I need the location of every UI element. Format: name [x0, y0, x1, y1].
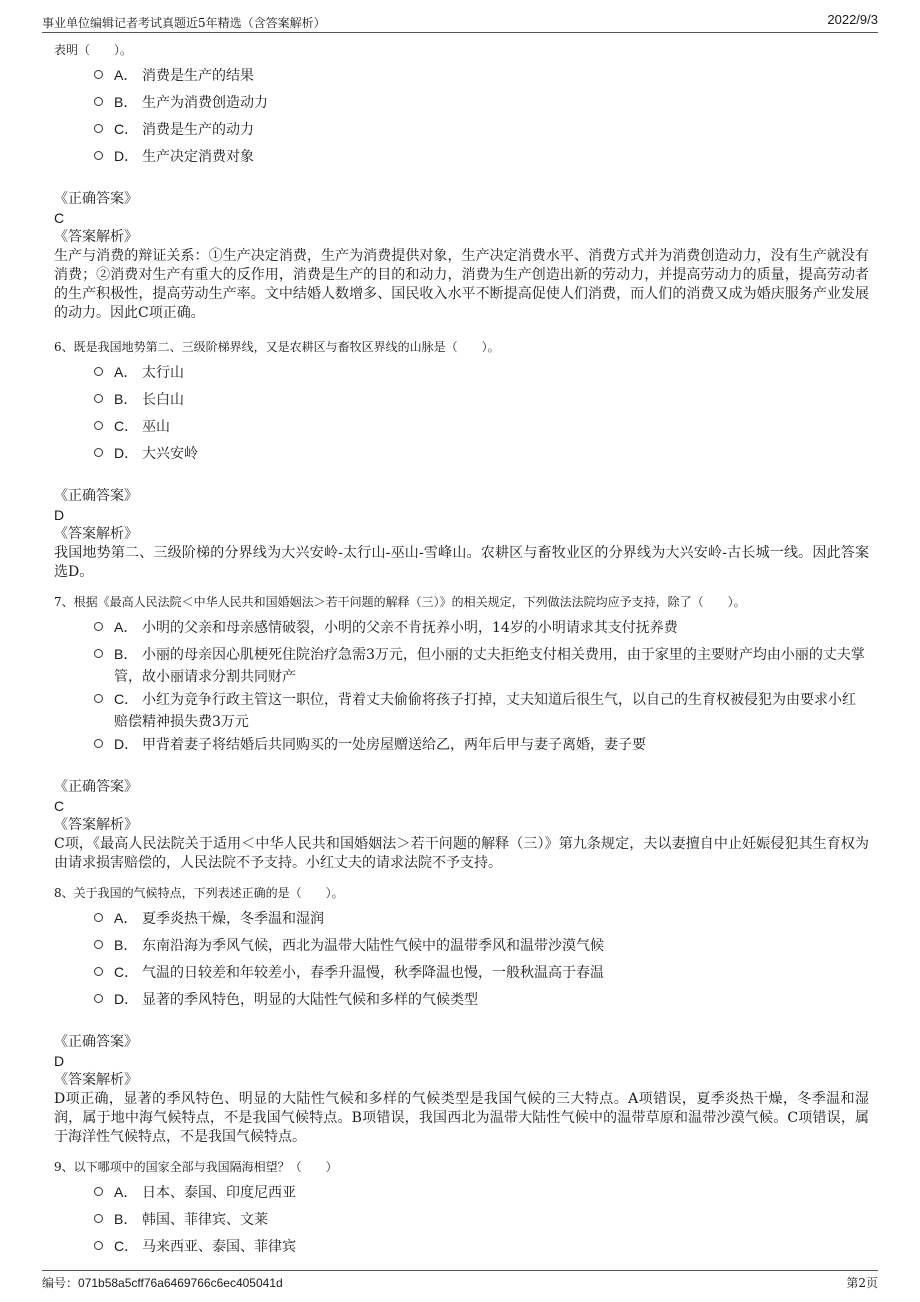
option-c[interactable]	[54, 415, 869, 442]
option-letter: B．	[114, 391, 138, 407]
analysis-text: 生产与消费的辩证关系：①生产决定消费，生产为消费提供对象，生产决定消费水平、消费方式并为消费创造动力，没有生产就没有消费；②消费对生产有重大的反作用，消费是生产的目的和动力，消费为生产创造出新的劳动力，并提高劳动力的质量，提高劳动者的生产积极性，提高劳动生产率。文中结婚人数增多、国民收入水平不断提高促使人们消费，而人们的消费又成为婚庆服务产业发展的动力。因此C项正确。	[54, 248, 869, 321]
radio-icon[interactable]	[94, 97, 103, 106]
option-b[interactable]	[54, 388, 869, 415]
radio-icon[interactable]	[94, 1241, 103, 1250]
question-list	[54, 40, 869, 1262]
question-5-continued	[54, 40, 869, 323]
radio-icon[interactable]	[94, 1214, 103, 1223]
option-text: 气温的日较差和年较差小，春季升温慢，秋季降温也慢，一般秋温高于春温	[142, 965, 604, 981]
option-a[interactable]	[54, 361, 869, 388]
option-c[interactable]	[54, 1235, 869, 1262]
question-7	[54, 592, 869, 873]
question-stem: 9、以下哪项中的国家全部与我国隔海相望？（ ）	[54, 1160, 338, 1174]
option-letter: C．	[114, 1238, 139, 1254]
option-text: 生产为消费创造动力	[142, 95, 268, 111]
option-list	[54, 361, 869, 469]
page-footer	[42, 1270, 878, 1295]
correct-answer-value: C	[54, 798, 65, 814]
option-letter: A．	[114, 1184, 138, 1200]
option-a[interactable]	[54, 64, 869, 91]
option-a[interactable]	[54, 1181, 869, 1208]
radio-icon[interactable]	[94, 913, 103, 922]
option-text: 显著的季风特色，明显的大陆性气候和多样的气候类型	[142, 992, 478, 1008]
correct-answer-value: D	[54, 507, 65, 523]
question-6	[54, 337, 869, 582]
radio-icon[interactable]	[94, 151, 103, 160]
analysis-label: 《答案解析》	[54, 526, 138, 542]
document-date: 2022/9/3	[827, 12, 878, 27]
radio-icon[interactable]	[94, 694, 103, 703]
correct-answer-value: D	[54, 1053, 65, 1069]
analysis-label: 《答案解析》	[54, 817, 138, 833]
radio-icon[interactable]	[94, 1187, 103, 1196]
radio-icon[interactable]	[94, 367, 103, 376]
radio-icon[interactable]	[94, 940, 103, 949]
option-text: 巫山	[142, 419, 170, 435]
option-d[interactable]	[54, 145, 869, 172]
option-b[interactable]	[54, 643, 869, 688]
option-letter: C．	[114, 418, 139, 434]
option-d[interactable]	[54, 988, 869, 1015]
option-letter: C．	[114, 691, 139, 707]
correct-answer-label: 《正确答案》	[54, 191, 138, 207]
radio-icon[interactable]	[94, 994, 103, 1003]
option-text: 马来西亚、泰国、菲律宾	[142, 1239, 296, 1255]
radio-icon[interactable]	[94, 649, 103, 658]
question-8	[54, 883, 869, 1147]
radio-icon[interactable]	[94, 70, 103, 79]
option-text: 消费是生产的动力	[142, 122, 254, 138]
option-text: 大兴安岭	[142, 446, 198, 462]
option-text: 消费是生产的结果	[142, 68, 254, 84]
option-letter: A．	[114, 910, 138, 926]
option-text: 太行山	[142, 365, 184, 381]
answer-block	[54, 487, 869, 544]
radio-icon[interactable]	[94, 124, 103, 133]
option-text: 甲背着妻子将结婚后共同购买的一处房屋赠送给乙，两年后甲与妻子离婚，妻子要	[142, 737, 646, 753]
page-header	[42, 10, 878, 33]
option-letter: B．	[114, 94, 138, 110]
document-title: 事业单位编辑记者考试真题近5年精选（含答案解析）	[42, 16, 326, 30]
option-letter: B．	[114, 1211, 138, 1227]
option-text: 日本、泰国、印度尼西亚	[142, 1185, 296, 1201]
option-c[interactable]	[54, 688, 869, 733]
page-number: 第2页	[846, 1276, 878, 1290]
option-text: 小丽的母亲因心肌梗死住院治疗急需3万元，但小丽的丈夫拒绝支付相关费用，由于家里的主要财产均由小丽的丈夫掌管，故小丽请求分割共同财产	[114, 647, 865, 685]
option-text: 东南沿海为季风气候，西北为温带大陆性气候中的温带季风和温带沙漠气候	[142, 938, 604, 954]
radio-icon[interactable]	[94, 448, 103, 457]
analysis-text: D项正确，显著的季风特色、明显的大陆性气候和多样的气候类型是我国气候的三大特点。A项错误，夏季炎热干燥，冬季温和湿润，属于地中海气候特点，不是我国气候特点。B项错误，我国西北为温带大陆性气候中的温带草原和温带沙漠气候。C项错误，属于海洋性气候特点，不是我国气候特点。	[54, 1091, 869, 1145]
option-letter: B．	[114, 937, 138, 953]
question-stem: 8、关于我国的气候特点，下列表述正确的是（ ）。	[54, 886, 344, 900]
radio-icon[interactable]	[94, 622, 103, 631]
correct-answer-label: 《正确答案》	[54, 488, 138, 504]
document-code-label: 编号：	[42, 1276, 79, 1290]
analysis-label: 《答案解析》	[54, 229, 138, 245]
analysis-text: 我国地势第二、三级阶梯的分界线为大兴安岭-太行山-巫山-雪峰山。农耕区与畜牧业区的分界线为大兴安岭-古长城一线。因此答案选D。	[54, 545, 869, 580]
radio-icon[interactable]	[94, 421, 103, 430]
option-text: 小明的父亲和母亲感情破裂，小明的父亲不肯抚养小明，14岁的小明请求其支付抚养费	[142, 620, 678, 636]
option-letter: A．	[114, 67, 138, 83]
document-code	[42, 1274, 283, 1291]
option-letter: A．	[114, 364, 138, 380]
option-a[interactable]	[54, 616, 869, 643]
option-list	[54, 616, 869, 760]
option-text: 韩国、菲律宾、文莱	[142, 1212, 268, 1228]
option-a[interactable]	[54, 907, 869, 934]
option-text: 长白山	[142, 392, 184, 408]
option-letter: D．	[114, 445, 139, 461]
option-letter: B．	[114, 646, 138, 662]
option-text: 小红为竞争行政主管这一职位，背着丈夫偷偷将孩子打掉，丈夫知道后很生气，以自己的生育权被侵犯为由要求小红赔偿精神损失费3万元	[114, 692, 856, 730]
radio-icon[interactable]	[94, 394, 103, 403]
radio-icon[interactable]	[94, 739, 103, 748]
question-stem: 6、既是我国地势第二、三级阶梯界线，又是农耕区与畜牧区界线的山脉是（ ）。	[54, 340, 500, 354]
answer-block	[54, 190, 869, 247]
analysis-text: C项，《最高人民法院关于适用＜中华人民共和国婚姻法＞若干问题的解释（三）》第九条规定，夫以妻擅自中止妊娠侵犯其生育权为由请求损害赔偿的，人民法院不予支持。小红丈夫的请求法院不予支持。	[54, 836, 869, 871]
option-text: 夏季炎热干燥，冬季温和湿润	[142, 911, 324, 927]
option-b[interactable]	[54, 91, 869, 118]
option-letter: D．	[114, 736, 139, 752]
option-b[interactable]	[54, 1208, 869, 1235]
option-d[interactable]	[54, 733, 869, 760]
option-c[interactable]	[54, 118, 869, 145]
option-letter: D．	[114, 991, 139, 1007]
option-c[interactable]	[54, 961, 869, 988]
option-b[interactable]	[54, 934, 869, 961]
option-letter: A．	[114, 619, 138, 635]
option-list	[54, 64, 869, 172]
option-letter: C．	[114, 121, 139, 137]
correct-answer-label: 《正确答案》	[54, 779, 138, 795]
question-stem: 表明（ ）。	[54, 43, 133, 57]
option-letter: C．	[114, 964, 139, 980]
radio-icon[interactable]	[94, 967, 103, 976]
option-d[interactable]	[54, 442, 869, 469]
option-text: 生产决定消费对象	[142, 149, 254, 165]
analysis-label: 《答案解析》	[54, 1072, 138, 1088]
answer-block	[54, 778, 869, 835]
option-list	[54, 907, 869, 1015]
correct-answer-label: 《正确答案》	[54, 1034, 138, 1050]
document-code-value: 071b58a5cff76a6469766c6ec405041d	[78, 1276, 283, 1290]
question-9	[54, 1157, 869, 1262]
correct-answer-value: C	[54, 210, 65, 226]
option-list	[54, 1181, 869, 1262]
option-letter: D．	[114, 148, 139, 164]
question-stem: 7、根据《最高人民法院＜中华人民共和国婚姻法＞若干问题的解释（三）》的相关规定，下列做法法院均应予支持，除了（ ）。	[54, 595, 746, 609]
answer-block	[54, 1033, 869, 1090]
